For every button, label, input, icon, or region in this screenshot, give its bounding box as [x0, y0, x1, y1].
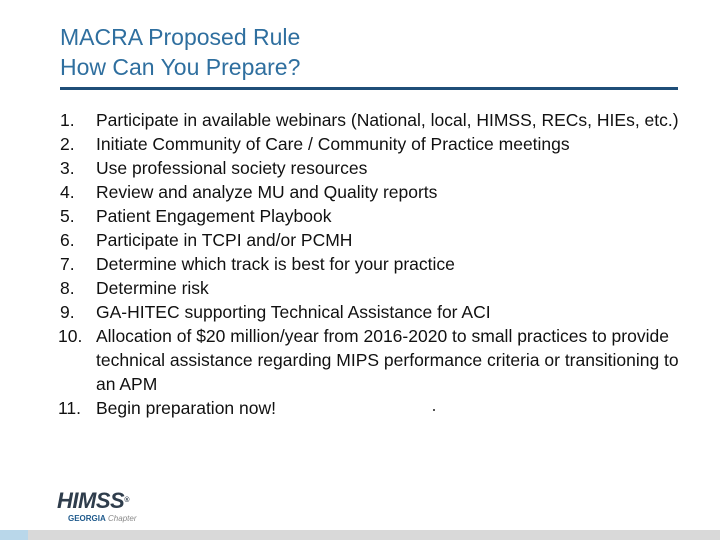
- title-line-1: MACRA Proposed Rule: [60, 24, 301, 50]
- list-item-text: Participate in TCPI and/or PCMH: [96, 230, 353, 250]
- list-item: [60, 204, 690, 228]
- list-item-number: 10.: [58, 326, 83, 346]
- list-item-text: Allocation of $20 million/year from 2016-2020 to small practices to provide technical assistance regarding MIPS performance criteria or transitioning to an APM: [96, 326, 679, 394]
- list-item-number: 3.: [60, 158, 75, 178]
- list-item: [60, 228, 690, 252]
- list-item-text: Patient Engagement Playbook: [96, 206, 332, 226]
- list-item: [60, 180, 690, 204]
- logo-chapter-state: GEORGIA: [68, 514, 106, 523]
- list-item: [60, 396, 690, 420]
- slide-title: [60, 22, 300, 82]
- list-item-number: 7.: [60, 254, 75, 274]
- list-item: [60, 300, 690, 324]
- list-item-number: 5.: [60, 206, 75, 226]
- list-item: [60, 132, 690, 156]
- title-line-2: How Can You Prepare?: [60, 54, 301, 80]
- list-item-text: Determine which track is best for your practice: [96, 254, 455, 274]
- list-item-text: Review and analyze MU and Quality reports: [96, 182, 438, 202]
- stray-dot: [433, 409, 435, 411]
- logo-mark-text: HIMSS: [57, 488, 125, 513]
- list-item: [60, 276, 690, 300]
- list-item-text: Begin preparation now!: [96, 398, 276, 418]
- list-item-number: 9.: [60, 302, 75, 322]
- list-item-number: 2.: [60, 134, 75, 154]
- list-item-number: 4.: [60, 182, 75, 202]
- logo-chapter-word: Chapter: [108, 514, 137, 523]
- list-item-number: 1.: [60, 110, 75, 130]
- list-item: [60, 252, 690, 276]
- list-item-text: Use professional society resources: [96, 158, 368, 178]
- title-divider: [60, 87, 678, 90]
- list-item-text: Participate in available webinars (National, local, HIMSS, RECs, HIEs, etc.): [96, 110, 679, 130]
- footer-bar: [0, 530, 720, 540]
- list-item: [60, 156, 690, 180]
- registered-mark: ®: [124, 497, 129, 504]
- himss-wordmark: [57, 489, 129, 513]
- footer-accent: [0, 530, 28, 540]
- list-item-text: Determine risk: [96, 278, 209, 298]
- preparation-list: [60, 108, 690, 420]
- list-item-number: 11.: [58, 398, 82, 418]
- list-item: [60, 324, 690, 396]
- list-item: [60, 108, 690, 132]
- list-item-text: Initiate Community of Care / Community of Practice meetings: [96, 134, 570, 154]
- list-item-number: 8.: [60, 278, 75, 298]
- list-item-text: GA-HITEC supporting Technical Assistance for ACI: [96, 302, 491, 322]
- himss-georgia-logo: [57, 489, 177, 525]
- logo-chapter-label: [68, 514, 136, 524]
- list-item-number: 6.: [60, 230, 75, 250]
